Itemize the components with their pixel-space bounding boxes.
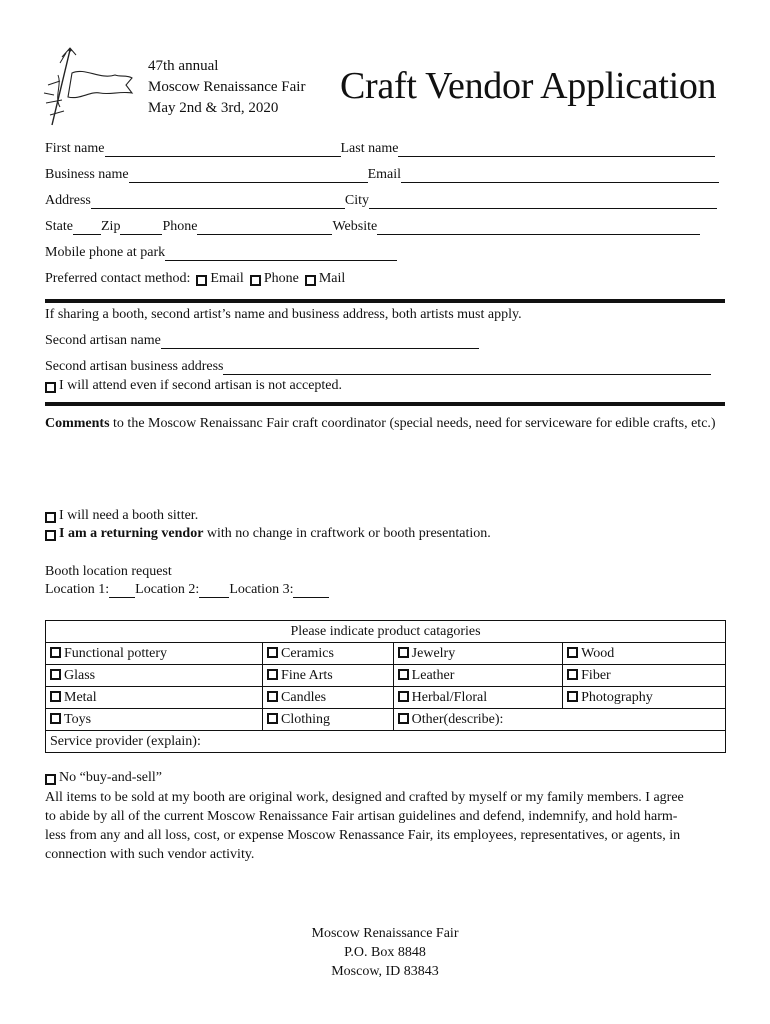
last-name-field[interactable]: [398, 143, 715, 157]
second-address-row: [45, 359, 711, 375]
second-address-field[interactable]: [223, 361, 711, 375]
website-field[interactable]: [377, 221, 700, 235]
booth-sitter-label: I will need a booth sitter.: [59, 508, 199, 523]
comments-description: to the Moscow Renaissanc Fair craft coordinator (special needs, need for serviceware for edible crafts, etc.): [109, 416, 716, 431]
contact-method-label: Preferred contact method:: [45, 271, 191, 286]
location-2-label: Location 2:: [135, 582, 200, 597]
category-cell[interactable]: [263, 709, 394, 731]
category-label: Candles: [281, 690, 327, 705]
location-3-field[interactable]: [293, 584, 329, 598]
category-label: Wood: [581, 646, 615, 661]
table-row: [46, 643, 726, 665]
location-3-label: Location 3:: [229, 582, 294, 597]
attend-checkbox[interactable]: [45, 382, 56, 393]
category-checkbox[interactable]: [50, 669, 61, 680]
attend-label: I will attend even if second artisan is not accepted.: [59, 378, 343, 393]
category-label: Jewelry: [411, 646, 456, 661]
location-2-field[interactable]: [199, 584, 229, 598]
agreement-line: All items to be sold at my booth are original work, designed and crafted by myself or my family members. I agree: [45, 790, 684, 805]
jester-flag-logo: [40, 45, 140, 130]
city-field[interactable]: [369, 195, 717, 209]
category-checkbox[interactable]: [398, 713, 409, 724]
category-checkbox[interactable]: [267, 647, 278, 658]
category-cell[interactable]: [393, 665, 562, 687]
phone-label: Phone: [162, 219, 198, 234]
category-label: Toys: [64, 712, 92, 727]
category-checkbox[interactable]: [398, 691, 409, 702]
booth-request-row: [45, 564, 172, 580]
category-cell[interactable]: [263, 665, 394, 687]
service-provider-label: Service provider (explain):: [50, 734, 201, 749]
second-address-label: Second artisan business address: [45, 359, 224, 374]
category-label: Other(describe):: [411, 712, 504, 727]
fair-info: [148, 56, 305, 119]
zip-label: Zip: [101, 219, 121, 234]
state-label: State: [45, 219, 73, 234]
fair-name: Moscow Renaissance Fair: [148, 79, 306, 95]
section-divider: [45, 299, 725, 303]
categories-header: Please indicate product catagories: [46, 621, 726, 643]
category-checkbox[interactable]: [267, 713, 278, 724]
category-label: Functional pottery: [64, 646, 168, 661]
mail-option-label: Mail: [318, 271, 346, 286]
category-cell[interactable]: [563, 665, 726, 687]
first-name-field[interactable]: [105, 143, 341, 157]
second-name-row: [45, 333, 479, 349]
comments-text: [45, 414, 725, 433]
category-label: Photography: [581, 690, 653, 705]
state-row: [45, 219, 700, 235]
booth-sitter-row: [45, 508, 198, 524]
address-label: Address: [45, 193, 91, 208]
category-checkbox[interactable]: [567, 647, 578, 658]
category-label: Fiber: [581, 668, 611, 683]
name-row: [45, 141, 715, 157]
page-title: Craft Vendor Application: [340, 65, 717, 107]
locations-row: [45, 582, 329, 598]
returning-vendor-checkbox[interactable]: [45, 530, 56, 541]
fair-dates: May 2nd & 3rd, 2020: [148, 100, 279, 116]
category-checkbox[interactable]: [50, 647, 61, 658]
mobile-row: [45, 245, 397, 261]
zip-field[interactable]: [120, 221, 162, 235]
address-row: [45, 193, 717, 209]
comments-heading: Comments: [45, 416, 110, 431]
category-cell[interactable]: [46, 709, 263, 731]
category-cell[interactable]: [563, 643, 726, 665]
service-provider-cell[interactable]: [46, 731, 726, 753]
category-cell[interactable]: [263, 687, 394, 709]
agreement-line: connection with such vendor activity.: [45, 847, 255, 862]
sharing-intro: If sharing a booth, second artist’s name and business address, both artists must apply.: [45, 307, 522, 322]
no-buy-sell-checkbox[interactable]: [45, 774, 56, 785]
agreement-line: to abide by all of the current Moscow Renaissance Fair artisan guidelines and defend, indemnify, and hold harm-: [45, 809, 678, 824]
product-categories-table: [45, 620, 726, 753]
category-checkbox[interactable]: [398, 647, 409, 658]
category-label: Herbal/Floral: [411, 690, 488, 705]
agreement-line: less from any and all loss, cost, or expense Moscow Renassance Fair, its employees, representatives, or agents, in: [45, 828, 681, 843]
category-checkbox[interactable]: [567, 669, 578, 680]
last-name-label: Last name: [340, 141, 399, 156]
footer-city: Moscow, ID 83843: [331, 964, 439, 979]
business-name-field[interactable]: [129, 169, 368, 183]
first-name-label: First name: [45, 141, 105, 156]
address-field[interactable]: [91, 195, 345, 209]
business-name-label: Business name: [45, 167, 129, 182]
category-checkbox[interactable]: [398, 669, 409, 680]
table-row: [46, 731, 726, 753]
category-checkbox[interactable]: [50, 713, 61, 724]
agreement-text: [45, 788, 725, 864]
category-label: Glass: [64, 668, 96, 683]
returning-vendor-row: [45, 526, 491, 542]
category-label: Clothing: [281, 712, 331, 727]
category-cell[interactable]: [46, 687, 263, 709]
category-cell[interactable]: [263, 643, 394, 665]
location-1-label: Location 1:: [45, 582, 110, 597]
phone-option-label: Phone: [263, 271, 299, 286]
email-field[interactable]: [401, 169, 719, 183]
footer-name: Moscow Renaissance Fair: [311, 926, 459, 941]
category-cell[interactable]: [393, 687, 562, 709]
category-label: Ceramics: [281, 646, 334, 661]
category-cell[interactable]: [393, 709, 725, 731]
returning-vendor-bold: I am a returning vendor: [59, 526, 204, 541]
table-row: [46, 709, 726, 731]
category-checkbox[interactable]: [50, 691, 61, 702]
sharing-intro-row: [45, 307, 522, 323]
category-label: Metal: [64, 690, 97, 705]
table-row: [46, 687, 726, 709]
attend-row: [45, 378, 342, 394]
business-row: [45, 167, 719, 183]
mail-checkbox[interactable]: [305, 275, 316, 286]
category-cell[interactable]: [393, 643, 562, 665]
category-cell[interactable]: [563, 687, 726, 709]
booth-request-label: Booth location request: [45, 564, 172, 579]
email-label: Email: [367, 167, 402, 182]
mailing-address: [0, 924, 770, 981]
location-1-field[interactable]: [109, 584, 135, 598]
website-label: Website: [332, 219, 378, 234]
table-row: [46, 665, 726, 687]
edition-label: 47th annual: [148, 58, 219, 74]
second-name-label: Second artisan name: [45, 333, 161, 348]
mobile-field[interactable]: [165, 247, 397, 261]
email-checkbox[interactable]: [196, 275, 207, 286]
category-label: Fine Arts: [281, 668, 333, 683]
category-checkbox[interactable]: [267, 669, 278, 680]
category-checkbox[interactable]: [567, 691, 578, 702]
section-divider: [45, 402, 725, 406]
category-checkbox[interactable]: [267, 691, 278, 702]
category-cell[interactable]: [46, 665, 263, 687]
second-name-field[interactable]: [161, 335, 479, 349]
category-label: Leather: [411, 668, 455, 683]
phone-checkbox[interactable]: [250, 275, 261, 286]
state-field[interactable]: [73, 221, 101, 235]
email-option-label: Email: [210, 271, 244, 286]
footer-po-box: P.O. Box 8848: [344, 945, 426, 960]
contact-method-row: [45, 271, 345, 287]
mobile-label: Mobile phone at park: [45, 245, 166, 260]
category-cell[interactable]: [46, 643, 263, 665]
booth-sitter-checkbox[interactable]: [45, 512, 56, 523]
no-buy-sell-label: No “buy-and-sell”: [59, 770, 163, 785]
no-buy-sell-row: [45, 770, 162, 786]
phone-field[interactable]: [197, 221, 332, 235]
returning-vendor-text: with no change in craftwork or booth presentation.: [203, 526, 491, 541]
city-label: City: [344, 193, 370, 208]
